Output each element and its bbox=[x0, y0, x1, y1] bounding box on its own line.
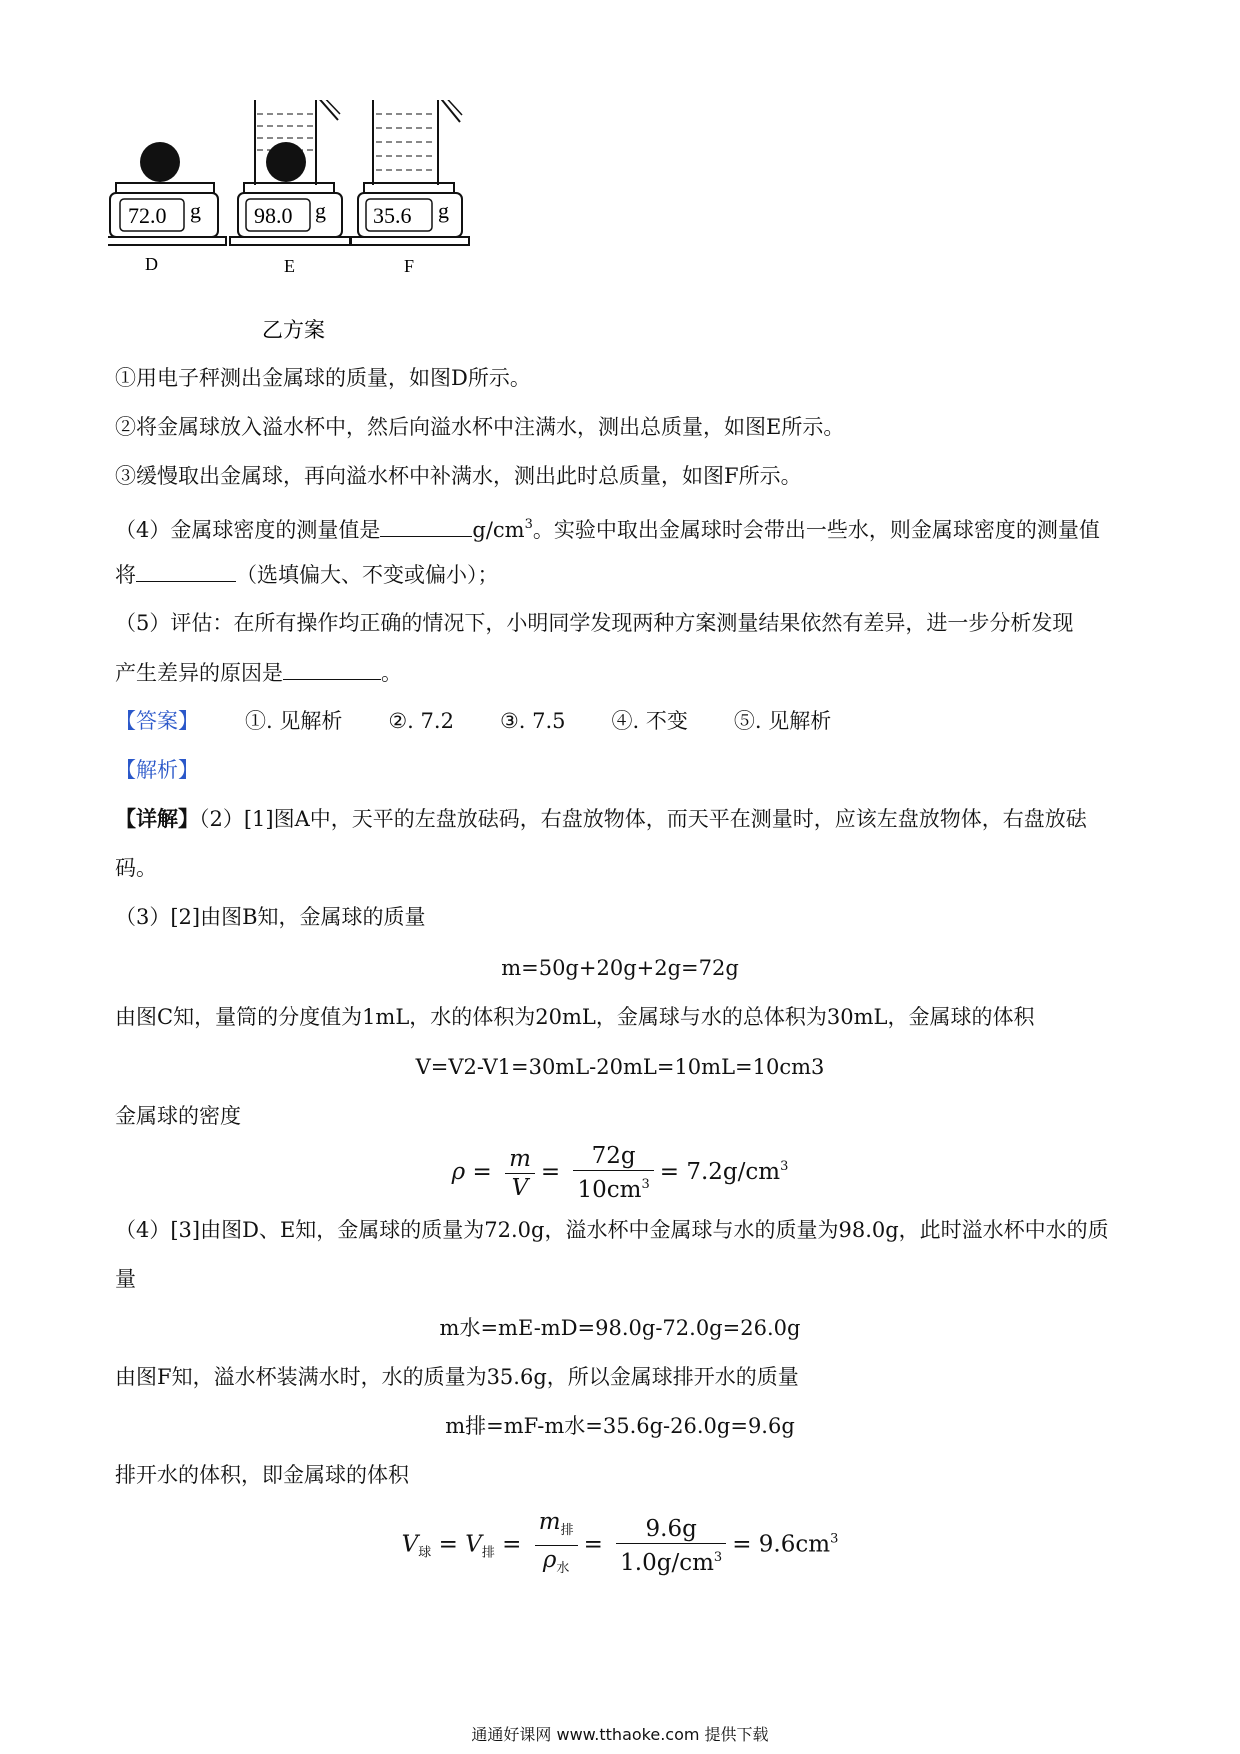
detail-tag: 【详解】 bbox=[115, 806, 199, 831]
footer-watermark: 通通好课网 www.tthaoke.com 提供下载 bbox=[471, 1725, 769, 1744]
scale-f-label: F bbox=[404, 256, 415, 276]
question-5-line-1: （5）评估：在所有操作均正确的情况下，小明同学发现两种方案测量结果依然有差异，进一步分析发现 bbox=[115, 611, 1074, 635]
scale-e bbox=[230, 100, 350, 276]
answer-blank-density[interactable] bbox=[380, 514, 472, 537]
scale-e-unit: g bbox=[315, 198, 326, 223]
scale-d-reading: 72.0 bbox=[128, 203, 167, 228]
answer-tag: 【答案】 bbox=[115, 709, 199, 733]
equation-density: ρ = $\frac{m}{V}$ = $\frac{72g}{10cm^3}$ = $7.2g/cm^3$ bbox=[451, 1143, 789, 1203]
detail-line-7: 量 bbox=[115, 1267, 136, 1291]
analysis-tag: 【解析】 bbox=[115, 758, 199, 782]
figure-caption: 乙方案 bbox=[262, 318, 325, 342]
answer-item-4: ④. 不变 bbox=[611, 709, 688, 733]
question-4-line-1: （4）金属球密度的测量值是 $g/cm^3$。实验中取出金属球时会带出一些水，则金属球密度的测量值 bbox=[115, 510, 1100, 545]
scale-d-label: D bbox=[145, 254, 158, 274]
answer-item-3: ③. 7.5 bbox=[499, 709, 566, 733]
detail-line-2: 码。 bbox=[115, 856, 157, 880]
metal-ball-d bbox=[140, 142, 180, 182]
equation-displaced-mass: m排=mF-m水=35.6g-26.0g=9.6g bbox=[445, 1414, 795, 1438]
step-3: ③缓慢取出金属球，再向溢水杯中补满水，测出此时总质量，如图F所示。 bbox=[115, 464, 802, 488]
metal-ball-e bbox=[266, 142, 306, 182]
answer-item-1: ①. 见解析 bbox=[245, 709, 343, 733]
scales-figure bbox=[108, 100, 548, 350]
scale-e-reading: 98.0 bbox=[254, 203, 293, 228]
step-2: ②将金属球放入溢水杯中，然后向溢水杯中注满水，测出总质量，如图E所示。 bbox=[115, 415, 845, 439]
answer-line bbox=[115, 706, 831, 736]
step-1: ①用电子秤测出金属球的质量，如图D所示。 bbox=[115, 366, 531, 390]
detail-line-3: （3）[2]由图B知，金属球的质量 bbox=[115, 905, 426, 929]
detail-line-5: 金属球的密度 bbox=[115, 1104, 241, 1128]
scale-f-unit: g bbox=[438, 198, 449, 223]
answer-item-5: ⑤. 见解析 bbox=[733, 709, 832, 733]
scale-f-reading: 35.6 bbox=[373, 203, 412, 228]
detail-line-4: 由图C知，量筒的分度值为1mL，水的体积为20mL，金属球与水的总体积为30mL，金属球的体积 bbox=[115, 1005, 1035, 1029]
equation-water-mass: m水=mE-mD=98.0g-72.0g=26.0g bbox=[439, 1316, 801, 1340]
scale-e-label: E bbox=[284, 256, 295, 276]
answer-item-2: ②. 7.2 bbox=[388, 709, 454, 733]
detail-line-6: （4）[3]由图D、E知，金属球的质量为72.0g，溢水杯中金属球与水的质量为98.0g，此时溢水杯中水的质 bbox=[115, 1218, 1109, 1242]
detail-line-8: 由图F知，溢水杯装满水时，水的质量为35.6g，所以金属球排开水的质量 bbox=[115, 1365, 799, 1389]
scale-d bbox=[108, 142, 226, 274]
question-4-line-2: 将 （选填偏大、不变或偏小）； bbox=[115, 559, 499, 590]
scale-d-unit: g bbox=[190, 198, 201, 223]
answer-blank-bias[interactable] bbox=[136, 559, 236, 582]
detail-line-9: 排开水的体积，即金属球的体积 bbox=[115, 1463, 409, 1487]
equation-mass: m=50g+20g+2g=72g bbox=[501, 956, 739, 980]
answer-blank-reason[interactable] bbox=[283, 657, 381, 680]
scale-f bbox=[351, 100, 469, 276]
equation-ball-volume: $V_球 = V_排$ = $\frac{m_排}{\rho_水}$ = $\frac{9.6g}{1.0g/cm^3}$ = $9.6cm^3$ bbox=[401, 1509, 839, 1576]
question-5-line-2: 产生差异的原因是 。 bbox=[115, 657, 402, 688]
equation-volume: V=V2-V1=30mL-20mL=10mL=10cm3 bbox=[415, 1055, 825, 1079]
detail-line-1: 【详解】（2）[1]图A中，天平的左盘放砝码，右盘放物体，而天平在测量时，应该左盘放物体，右盘放砝 bbox=[115, 806, 1087, 831]
